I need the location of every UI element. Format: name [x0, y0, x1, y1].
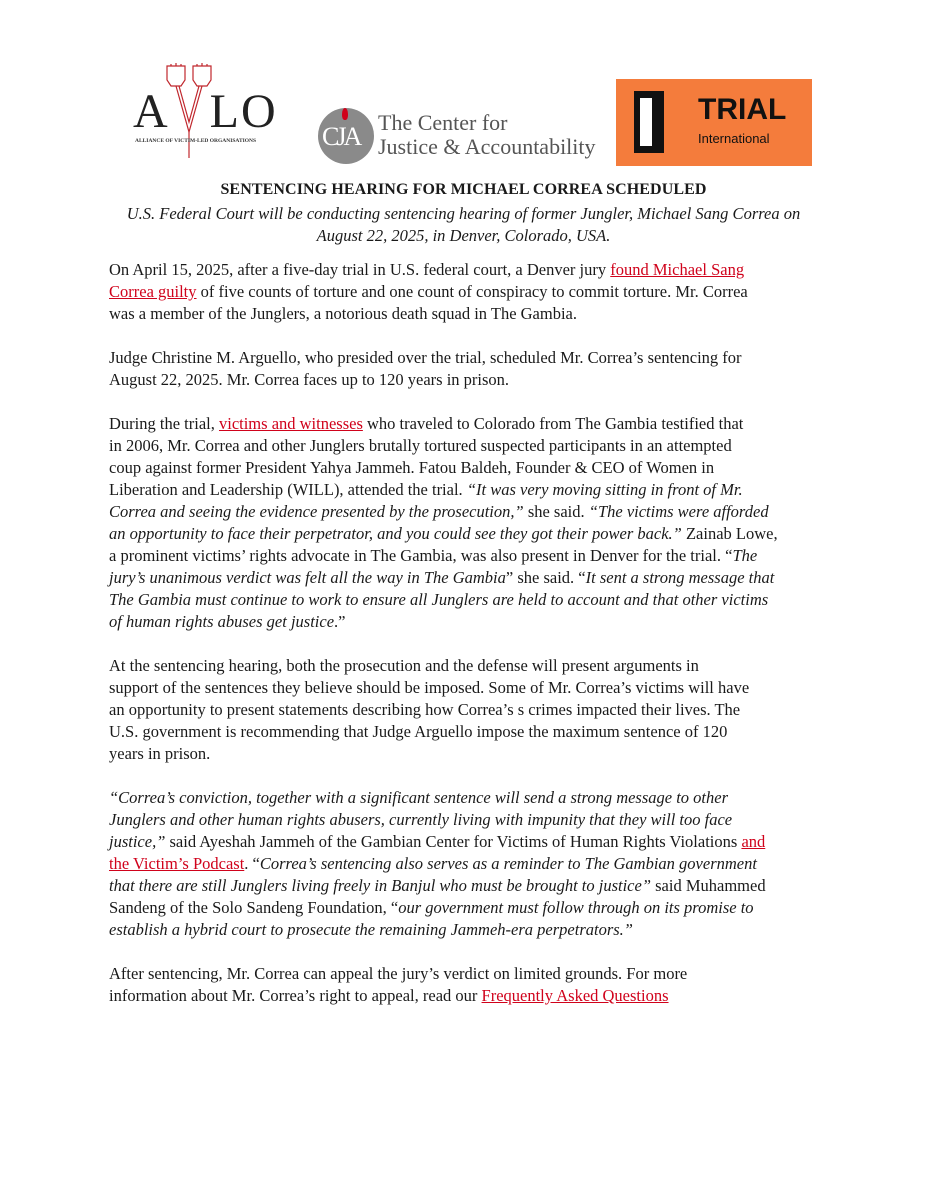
- quote-text: our government must follow through on its promise to: [398, 898, 754, 917]
- body-text: . “: [244, 854, 260, 873]
- body-text: Zainab Lowe,: [681, 524, 778, 543]
- text-line: [109, 281, 829, 303]
- page-subtitle: U.S. Federal Court will be conducting sentencing hearing of former Jungler, Michael Sang Correa on August 22, 2025, in Denver, Colorado, USA.: [126, 204, 801, 245]
- quote-text: establish a hybrid court to prosecute the remaining Jammeh-era perpetrators.”: [109, 920, 633, 939]
- body-text: a prominent victims’ rights advocate in The Gambia, was also present in Denver for the trial. “: [109, 546, 733, 565]
- text-line: [109, 457, 829, 479]
- quote-text: The Gambia must continue to work to ensure all Junglers are held to account and that other victims: [109, 590, 769, 609]
- body-text: During the trial,: [109, 414, 219, 433]
- document-body: [109, 259, 829, 1029]
- cja-circle-icon: CJA: [318, 108, 374, 164]
- trial-international-logo: TRIAL International: [616, 79, 812, 166]
- body-text: information about Mr. Correa’s right to appeal, read our: [109, 986, 482, 1005]
- body-text: At the sentencing hearing, both the prosecution and the defense will present arguments in: [109, 656, 699, 675]
- text-line: [109, 501, 829, 523]
- quote-text: Correa’s sentencing also serves as a reminder to The Gambian government: [259, 854, 757, 873]
- link[interactable]: the Victim’s Podcast: [109, 854, 245, 873]
- text-line: [109, 567, 829, 589]
- text-line: [109, 435, 829, 457]
- quote-text: jury’s unanimous verdict was felt all the way in The Gambia: [109, 568, 506, 587]
- body-text: Liberation and Leadership (WILL), attended the trial.: [109, 480, 467, 499]
- text-line: [109, 897, 829, 919]
- quote-text: “The victims were afforded: [588, 502, 769, 521]
- cja-logo: CJA The Center for Justice & Accountability: [316, 106, 616, 168]
- quote-text: that there are still Junglers living freely in Banjul who must be brought to justice”: [109, 876, 652, 895]
- body-text: said Ayeshah Jammeh of the Gambian Center for Victims of Human Rights Violations: [165, 832, 742, 851]
- quote-text: “It was very moving sitting in front of Mr.: [466, 480, 743, 499]
- text-line: [109, 809, 829, 831]
- body-text: .”: [334, 612, 346, 631]
- paragraph: [109, 963, 829, 1007]
- text-line: [109, 919, 829, 941]
- body-text: who traveled to Colorado from The Gambia testified that: [362, 414, 744, 433]
- body-text: in 2006, Mr. Correa and other Junglers brutally tortured suspected participants in an attempted: [109, 436, 732, 455]
- quote-text: Correa and seeing the evidence presented by the prosecution,”: [109, 502, 524, 521]
- body-text: said Muhammed: [651, 876, 766, 895]
- link[interactable]: found Michael Sang: [610, 260, 745, 279]
- body-text: support of the sentences they believe should be imposed. Some of Mr. Correa’s victims will have: [109, 678, 750, 697]
- text-line: [109, 699, 829, 721]
- body-text: U.S. government is recommending that Judge Arguello impose the maximum sentence of 120: [109, 722, 728, 741]
- text-line: [109, 479, 829, 501]
- text-line: [109, 831, 829, 853]
- body-text: Judge Christine M. Arguello, who presided over the trial, scheduled Mr. Correa’s sentencing for: [109, 348, 742, 367]
- link[interactable]: and: [741, 832, 766, 851]
- paragraph: [109, 347, 829, 391]
- text-line: [109, 303, 829, 325]
- body-text: was a member of the Junglers, a notorious death squad in The Gambia.: [109, 304, 577, 323]
- avlo-letters: A LO: [133, 85, 278, 138]
- quote-text: The: [732, 546, 758, 565]
- link[interactable]: Frequently Asked Questions: [481, 986, 669, 1005]
- text-line: [109, 743, 829, 765]
- link[interactable]: victims and witnesses: [218, 414, 363, 433]
- text-line: [109, 523, 829, 545]
- text-line: [109, 369, 829, 391]
- text-line: [109, 963, 829, 985]
- quote-text: Junglers and other human rights abusers, currently living with impunity that they will too face: [109, 810, 733, 829]
- quote-text: It sent a strong message that: [585, 568, 775, 587]
- text-line: [109, 347, 829, 369]
- avlo-subtitle: ALLIANCE OF VICTIM-LED ORGANISATIONS: [135, 138, 257, 144]
- text-line: [109, 259, 829, 281]
- body-text: of five counts of torture and one count of conspiracy to commit torture. Mr. Correa: [196, 282, 748, 301]
- body-text: years in prison.: [109, 744, 211, 763]
- text-line: [109, 655, 829, 677]
- page-title: SENTENCING HEARING FOR MICHAEL CORREA SCHEDULED: [220, 181, 707, 198]
- paragraph: [109, 259, 829, 325]
- text-line: [109, 787, 829, 809]
- body-text: ” she said. “: [505, 568, 586, 587]
- flame-icon: [342, 108, 348, 120]
- door-icon: [634, 91, 664, 153]
- text-line: [109, 413, 829, 435]
- text-line: [109, 611, 829, 633]
- quote-text: “Correa’s conviction, together with a significant sentence will send a strong message to other: [109, 788, 729, 807]
- body-text: coup against former President Yahya Jammeh. Fatou Baldeh, Founder & CEO of Women in: [109, 458, 715, 477]
- body-text: she said.: [523, 502, 589, 521]
- body-text: an opportunity to present statements describing how Correa’s s crimes impacted their lives. The: [109, 700, 741, 719]
- text-line: [109, 985, 829, 1007]
- body-text: August 22, 2025. Mr. Correa faces up to 120 years in prison.: [109, 370, 510, 389]
- paragraph: [109, 413, 829, 633]
- body-text: After sentencing, Mr. Correa can appeal the jury’s verdict on limited grounds. For more: [109, 964, 688, 983]
- body-text: Sandeng of the Solo Sandeng Foundation, “: [109, 898, 399, 917]
- text-line: [109, 853, 829, 875]
- paragraph: [109, 655, 829, 765]
- quote-text: justice,”: [109, 832, 166, 851]
- body-text: On April 15, 2025, after a five-day trial in U.S. federal court, a Denver jury: [109, 260, 611, 279]
- link[interactable]: Correa guilty: [109, 282, 197, 301]
- quote-text: of human rights abuses get justice: [109, 612, 335, 631]
- text-line: [109, 589, 829, 611]
- avlo-logo: [133, 62, 293, 162]
- text-line: [109, 677, 829, 699]
- paragraph: [109, 787, 829, 941]
- text-line: [109, 545, 829, 567]
- text-line: [109, 875, 829, 897]
- quote-text: an opportunity to face their perpetrator, and you could see they got their power back.”: [109, 524, 682, 543]
- text-line: [109, 721, 829, 743]
